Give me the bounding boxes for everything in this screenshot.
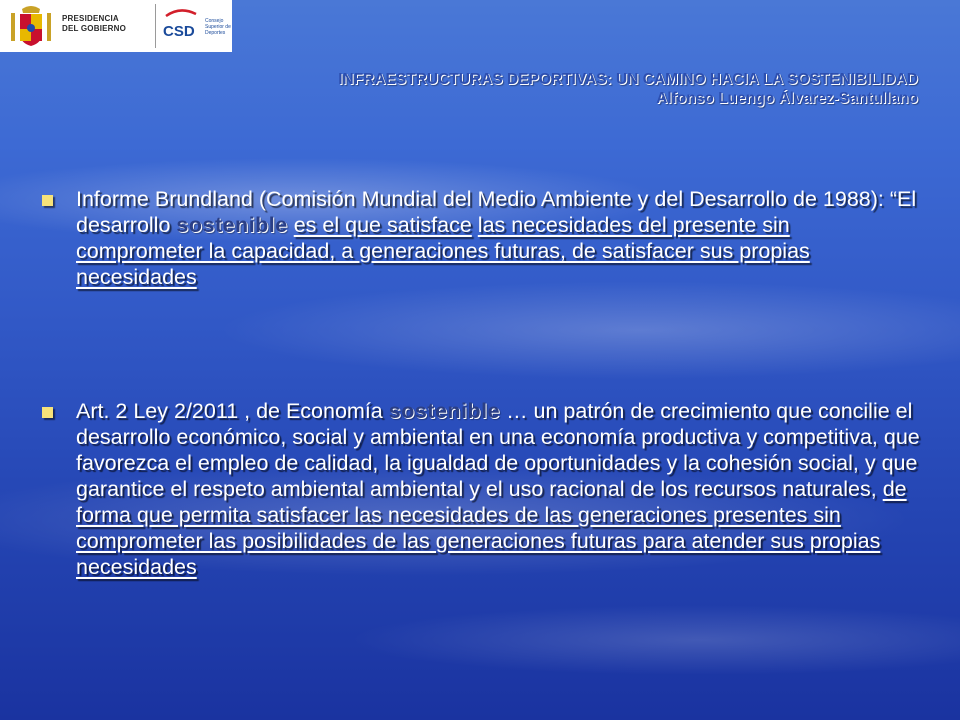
bullet-square-icon <box>42 407 53 418</box>
bullet-text: Art. 2 Ley 2/2011 , de Economía sostenible … un patrón de crecimiento que concilie el desarrollo económico, social y ambiental en una economía productiva y competitiva, que favorezca el empleo de calidad, la igualdad de oportunidades y la cohesión social, y que garantice el respeto ambiental ambiental y el uso racional de los recursos naturales, de forma que permita satisfacer las necesidades de las generaciones presentes sin comprometer las posibilidades de las generaciones futuras para atender sus propias necesidades <box>76 399 920 579</box>
coat-of-arms-icon <box>8 3 54 49</box>
keyword-sostenible: sostenible <box>176 213 288 237</box>
svg-text:CSD: CSD <box>163 23 195 40</box>
bullet-square-icon <box>42 195 53 206</box>
bullet-text: Informe Brundland (Comisión Mundial del Medio Ambiente y del Desarrollo de 1988): “El desarrollo sostenible es el que satisface las necesidades del presente sin comprometer la capacidad, a generaciones futuras, de satisfacer sus propias necesidades <box>76 187 917 289</box>
csd-logo-icon <box>162 8 202 44</box>
slide-header <box>338 70 918 108</box>
csd-label: Consejo Superior de Deportes <box>205 18 231 36</box>
slide-author: Alfonso Luengo Álvarez-Santullano <box>656 90 918 107</box>
bullet-brundland <box>42 186 922 290</box>
slide-title: INFRAESTRUCTURAS DEPORTIVAS: UN CAMINO HACIA LA SOSTENIBILIDAD <box>338 71 918 88</box>
keyword-sostenible: sostenible <box>388 399 501 423</box>
underlined-phrase: de forma que permita satisfacer las necesidades de las generaciones presentes sin comprometer las posibilidades de las generaciones futuras para atender sus propias necesidades <box>76 477 907 579</box>
bullet-ley-economia <box>42 398 922 580</box>
presidencia-label: PRESIDENCIA DEL GOBIERNO <box>62 14 127 33</box>
logo-banner <box>0 0 232 52</box>
underlined-phrase: es el que satisface <box>293 213 472 237</box>
logo-divider <box>155 4 156 48</box>
underlined-phrase: las necesidades del presente sin comprometer la capacidad, a generaciones futuras, de satisfacer sus propias necesidades <box>76 213 810 289</box>
